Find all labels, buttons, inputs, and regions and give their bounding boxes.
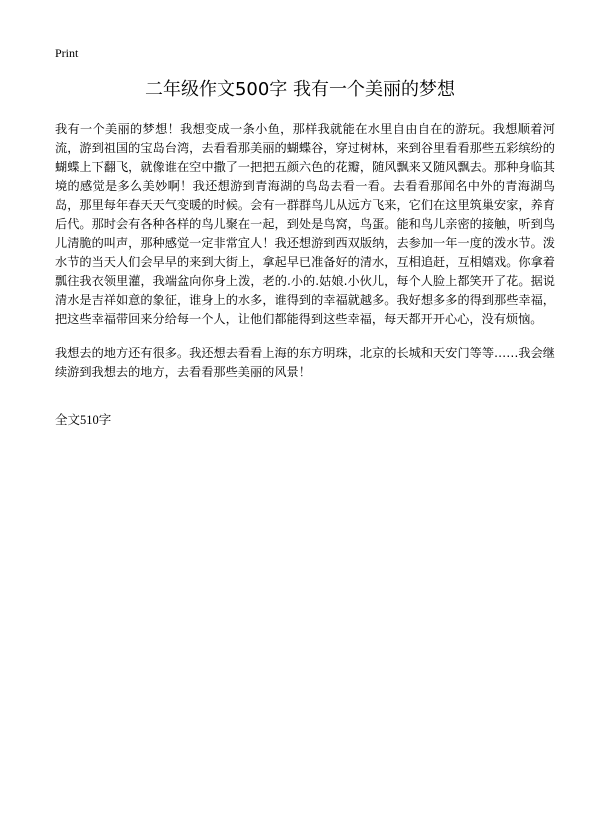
print-link[interactable]: Print bbox=[55, 46, 79, 60]
word-count: 全文510字 bbox=[55, 413, 112, 427]
article-body bbox=[55, 120, 555, 397]
article-paragraph-1: 我有一个美丽的梦想！我想变成一条小鱼，那样我就能在水里自由自在的游玩。我想顺着河流，游到祖国的宝岛台湾，去看看那美丽的蝴蝶谷，穿过树林，来到谷里看看那些五彩缤纷的蝴蝶上下翻飞，就像谁在空中撒了一把把五颜六色的花瓣，随风飘来又随风飘去。那种身临其境的感觉是多么美妙啊！我还想游到青海湖的鸟岛去看一看。去看看那闻名中外的青海湖鸟岛，那里每年春天天气变暖的时候。会有一群群鸟儿从远方飞来，它们在这里筑巢安家，养育后代。那时会有各种各样的鸟儿聚在一起，到处是鸟窝，鸟蛋。能和鸟儿亲密的接触，听到鸟儿清脆的叫声，那种感觉一定非常宜人！我还想游到西双版纳，去参加一年一度的泼水节。泼水节的当天人们会早早的来到大街上，拿起早已准备好的清水，互相追赶，互相嬉戏。你拿着瓢往我衣领里灌，我端盆向你身上泼，老的.小的.姑娘.小伙儿，每个人脸上都笑开了花。据说清水是吉祥如意的象征，谁身上的水多，谁得到的幸福就越多。我好想多多的得到那些幸福，把这些幸福带回来分给每一个人，让他们都能得到这些幸福，每天都开开心心，没有烦恼。 bbox=[55, 122, 555, 326]
article-paragraph-2: 我想去的地方还有很多。我还想去看看上海的东方明珠，北京的长城和天安门等等……我会继续游到我想去的地方，去看看那些美丽的风景！ bbox=[55, 346, 555, 379]
article-title: 二年级作文500字 我有一个美丽的梦想 bbox=[144, 79, 456, 100]
